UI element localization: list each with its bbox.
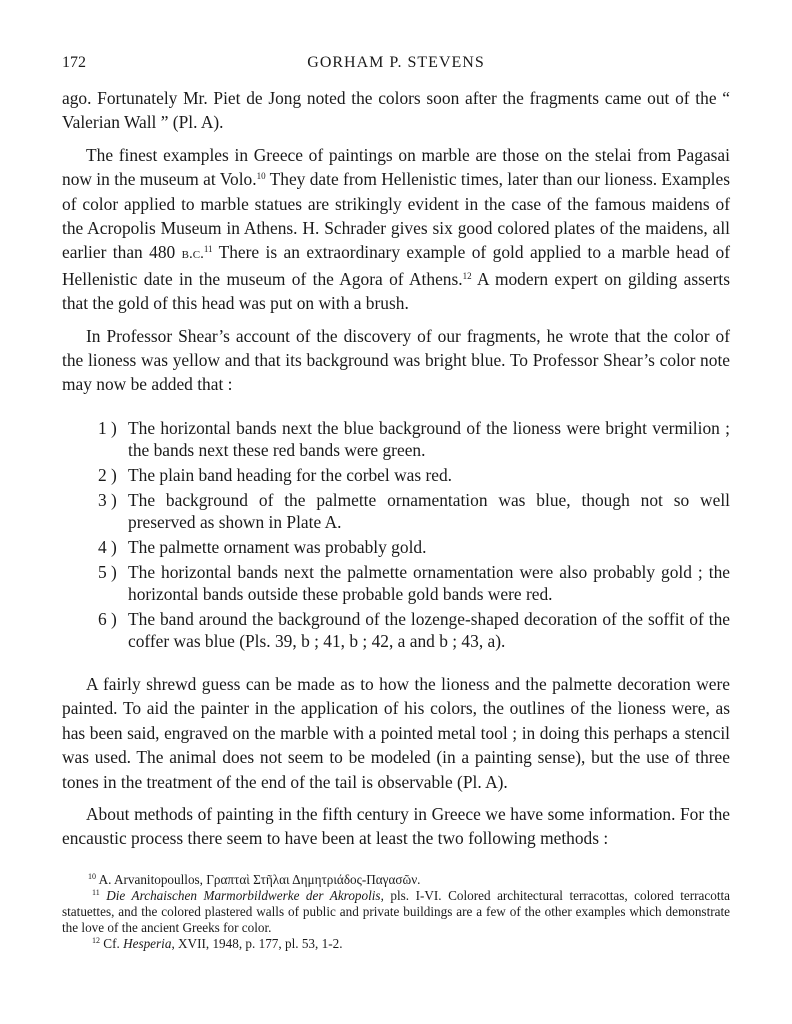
list-item-number: 5 ) <box>98 561 117 582</box>
list-item-text: The band around the background of the lozenge-shaped decoration of the soffit of the coffer was blue (Pls. 39, b ; 41, b ; 42, a and b ; 43, a). <box>128 608 730 651</box>
paragraph-1: ago. Fortunately Mr. Piet de Jong noted the colors soon after the fragments came out of the “ Valerian Wall ” (Pl. A). <box>62 88 730 133</box>
paragraph-3: In Professor Shear’s account of the discovery of our fragments, he wrote that the color of the lioness was yellow and that its background was bright blue. To Professor Shear’s color note may now be added that : <box>62 325 730 395</box>
footnote-journal: Hesperia <box>123 936 172 951</box>
footnote-prefix: Cf. <box>100 936 124 951</box>
footnote-number: 12 <box>92 936 100 945</box>
list-item <box>62 536 730 558</box>
footnotes <box>62 872 730 952</box>
running-header <box>62 54 730 78</box>
list-item <box>62 608 730 652</box>
list-item-text: The palmette ornament was probably gold. <box>128 536 427 557</box>
running-head-author: GORHAM P. STEVENS <box>307 54 485 71</box>
paragraph-2-part-1: The finest examples in Greece of paintings on marble are those on the stelai from Pagasai now in the museum at Volo. <box>62 144 730 190</box>
body-text <box>62 86 730 851</box>
paragraph-2-part-2: They date from Hellenistic times, later than our lioness. Examples of color applied to marble statues are strikingly evident in the case of the famous maidens of the Acropolis Museum in Athens. H. Schrader gives six good colored plates of the maidens, all earlier than 480 <box>62 169 731 263</box>
era-abbreviation: b.c. <box>181 246 204 263</box>
list-item-number: 1 ) <box>98 417 117 438</box>
paragraph-5: About methods of painting in the fifth century in Greece we have some information. For the encaustic process there seem to have been at least the two following methods : <box>62 803 730 849</box>
list-item-number: 2 ) <box>98 464 117 485</box>
list-item <box>62 489 730 533</box>
paragraph-4: A fairly shrewd guess can be made as to how the lioness and the palmette decoration were painted. To aid the painter in the application of his colors, the outlines of the lioness were, as has been said, engraved on the marble with a pointed metal tool ; in doing this perhaps a stencil was used. The animal does not seem to be modeled (in a painting sense), but the use of three tones in the treatment of the end of the tail is observable (Pl. A). <box>62 673 730 792</box>
footnote-book-title: Die Archaischen Marmorbildwerke der Akropolis <box>106 888 381 903</box>
footnote-ref-11: 11 <box>203 244 213 255</box>
list-item <box>62 561 730 605</box>
list-item-text: The horizontal bands next the palmette ornamentation were also probably gold ; the horizontal bands outside these probable gold bands were red. <box>128 561 730 604</box>
list-item <box>62 464 730 486</box>
footnote-text: , pls. I-VI. Colored architectural terracottas, colored terracotta statuettes, and the colored plastered walls of public and private buildings are a few of the other examples which demonstrate the love of the ancient Greeks for color. <box>62 888 731 935</box>
list-item-text: The horizontal bands next the blue background of the lioness were bright vermilion ; the bands next these red bands were green. <box>128 417 730 460</box>
paragraph-2-part-3: There is an extraordinary example of gold applied to a marble head of Hellenistic date in the museum of the Agora of Athens. <box>62 242 730 289</box>
page-number: 172 <box>62 54 86 71</box>
list-item-number: 4 ) <box>98 536 117 557</box>
list-item <box>62 417 730 461</box>
footnote-12 <box>62 936 730 952</box>
footnote-number: 10 <box>88 872 96 881</box>
paragraph-2-part-4: A modern expert on gilding asserts that the gold of this head was put on with a brush. <box>62 268 730 314</box>
list-item-number: 3 ) <box>98 489 117 510</box>
footnote-number: 11 <box>92 888 100 897</box>
footnote-ref-12: 12 <box>462 270 472 281</box>
footnote-10 <box>62 872 730 888</box>
color-list <box>62 417 730 652</box>
list-item-text: The plain band heading for the corbel was red. <box>128 464 453 485</box>
list-item-number: 6 ) <box>98 608 117 629</box>
list-item-text: The background of the palmette ornamentation was blue, though not so well preserved as shown in Plate A. <box>128 489 730 532</box>
paragraph-2 <box>62 143 730 316</box>
footnote-text: A. Arvanitopoullos, Γραπταὶ Στῆλαι Δημητριάδος-Παγασῶν. <box>96 872 421 887</box>
footnote-ref-10: 10 <box>256 171 266 182</box>
footnote-text: , XVII, 1948, p. 177, pl. 53, 1-2. <box>171 936 343 951</box>
footnote-11 <box>62 888 730 936</box>
